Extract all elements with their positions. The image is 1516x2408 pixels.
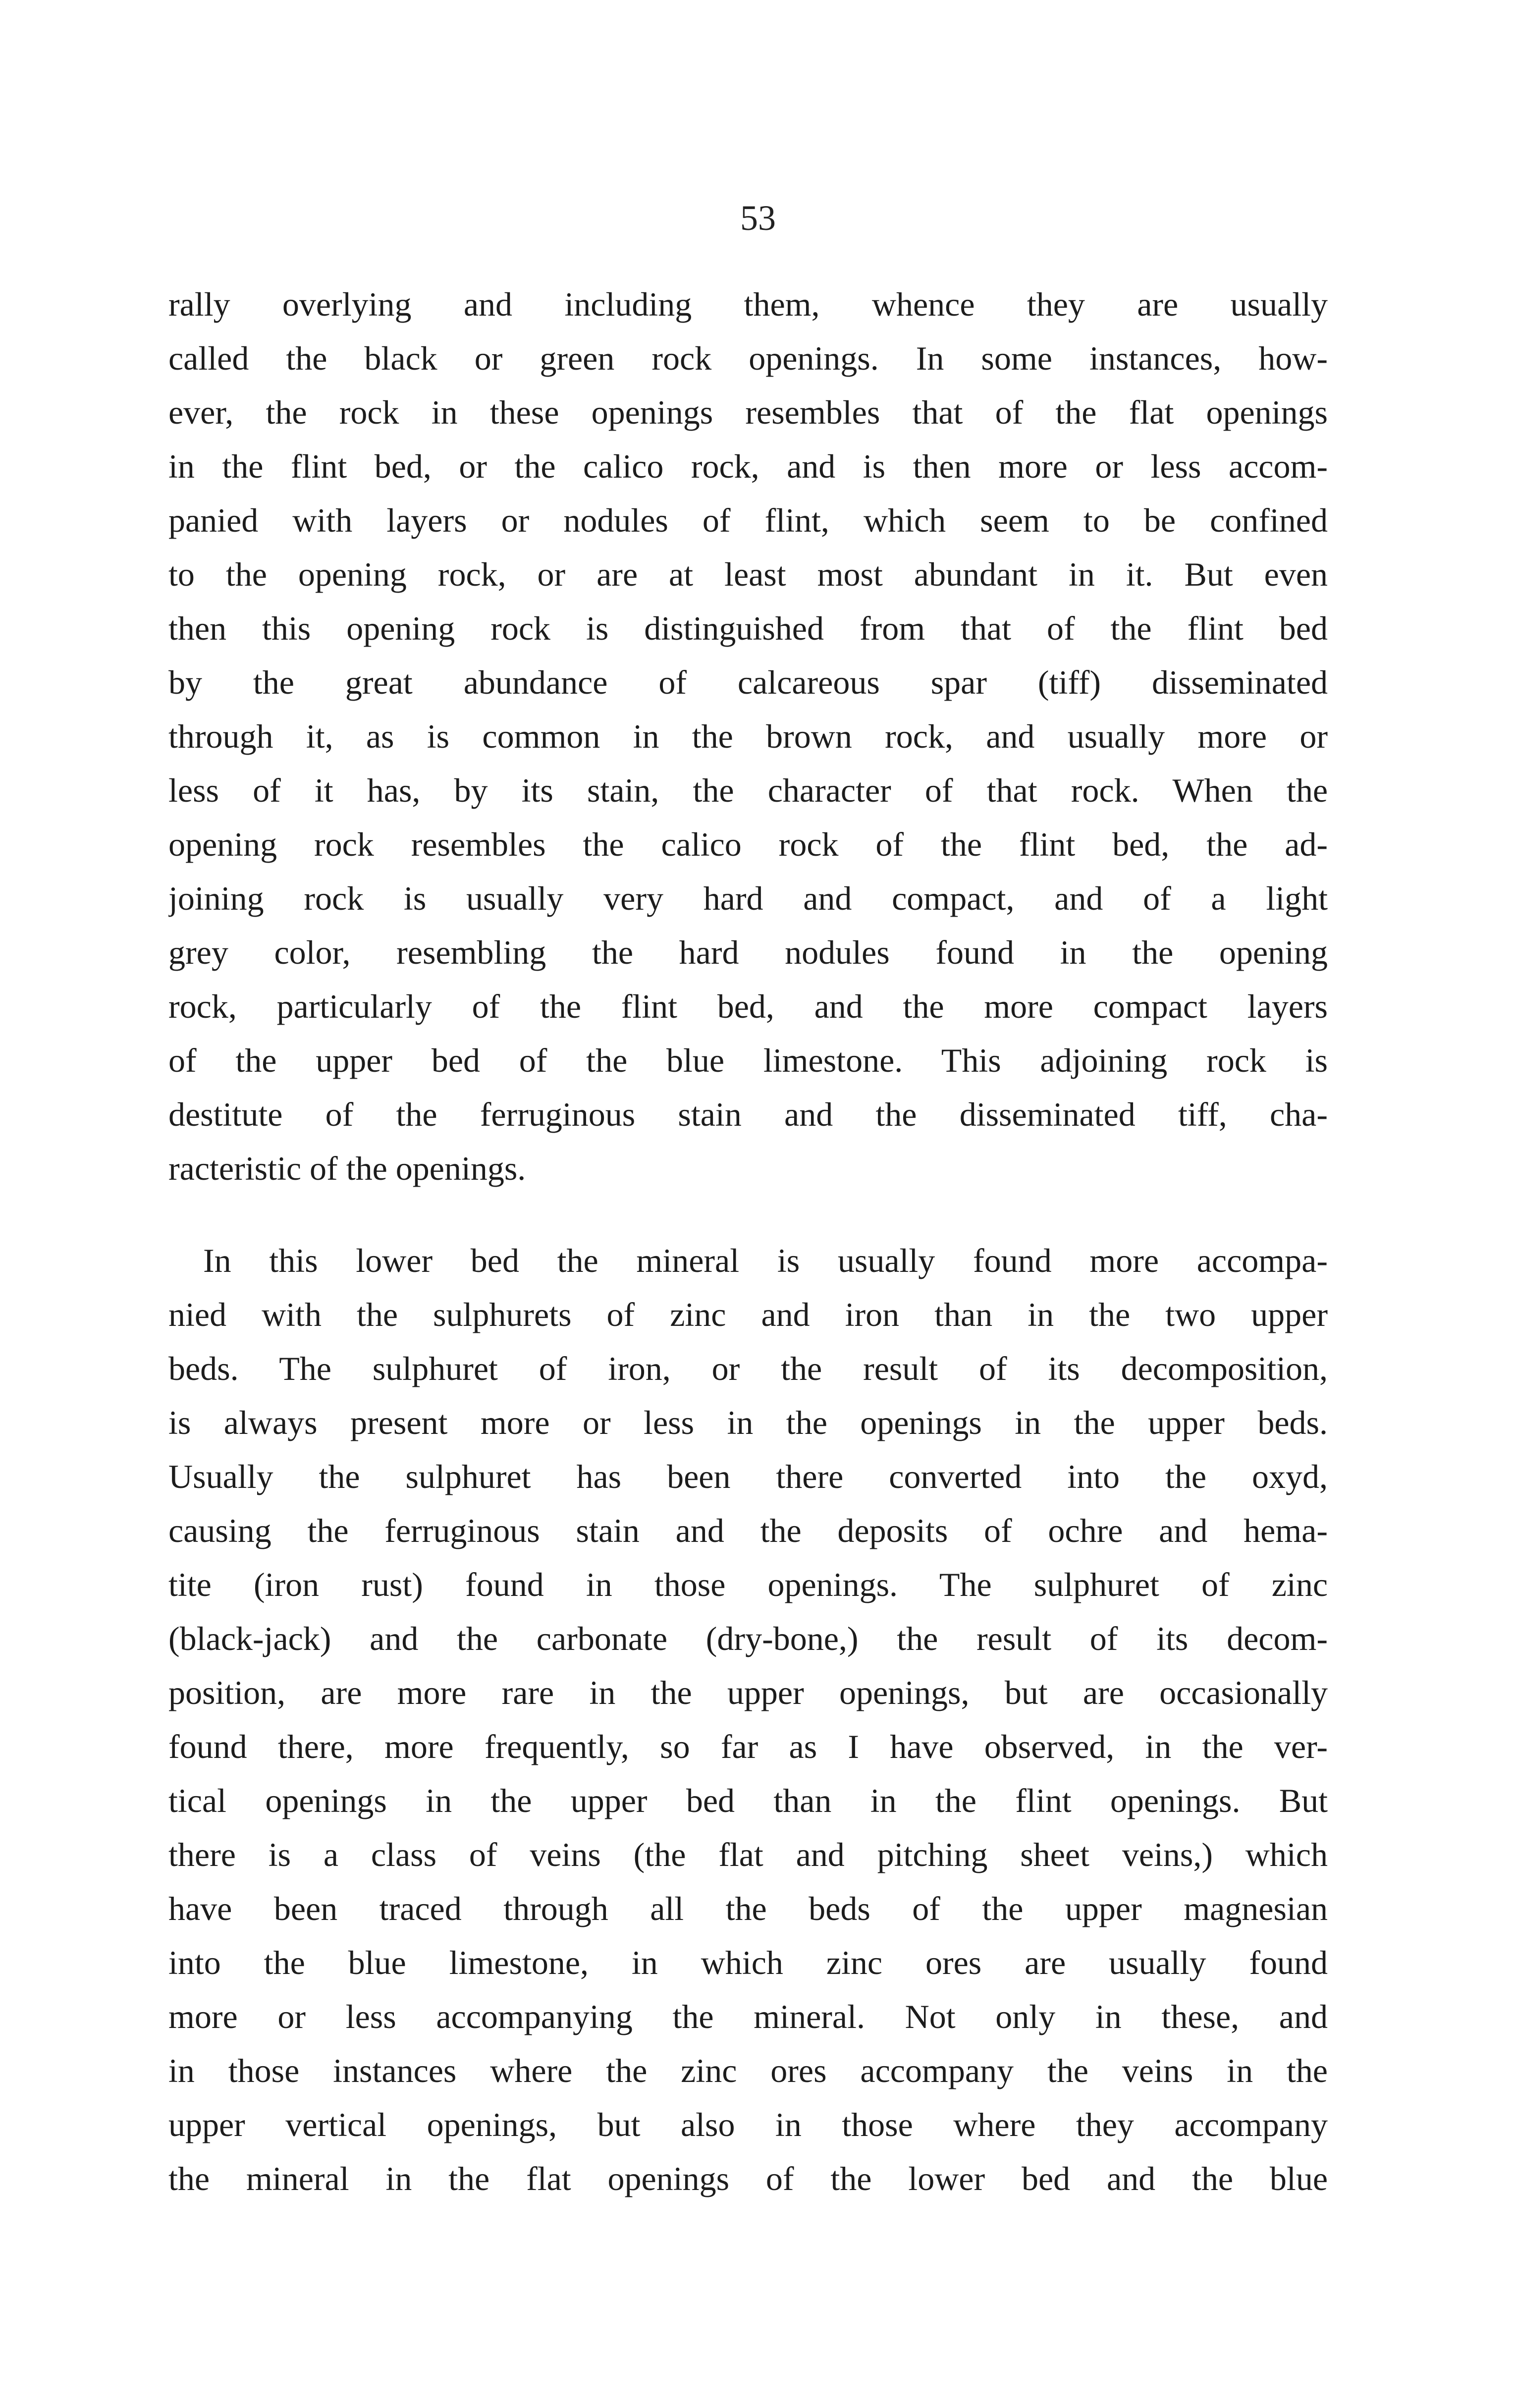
text-line: panied with layers or nodules of flint, which seem to be confined: [168, 501, 1328, 539]
text-line: ever, the rock in these openings resembles that of the flat openings: [168, 393, 1328, 431]
text-line: opening rock resembles the calico rock of the flint bed, the ad-: [168, 825, 1328, 863]
text-line: in those instances where the zinc ores accompany the veins in the: [168, 2052, 1328, 2089]
text-line: by the great abundance of calcareous spar (tiff) disseminated: [168, 663, 1328, 701]
text-line: tite (iron rust) found in those openings. The sulphuret of zinc: [168, 1566, 1328, 1603]
text-line: tical openings in the upper bed than in the flint openings. But: [168, 1782, 1328, 1819]
text-line: is always present more or less in the openings in the upper beds.: [168, 1404, 1328, 1441]
text-line: nied with the sulphurets of zinc and iron than in the two upper: [168, 1296, 1328, 1333]
text-line: rock, particularly of the flint bed, and the more compact layers: [168, 987, 1328, 1025]
text-line: (black-jack) and the carbonate (dry-bone,) the result of its decom-: [168, 1620, 1328, 1657]
text-line: position, are more rare in the upper openings, but are occasionally: [168, 1674, 1328, 1711]
text-line: of the upper bed of the blue limestone. This adjoining rock is: [168, 1041, 1328, 1079]
text-line: causing the ferruginous stain and the deposits of ochre and hema-: [168, 1512, 1328, 1549]
text-line: less of it has, by its stain, the character of that rock. When the: [168, 771, 1328, 809]
text-line: upper vertical openings, but also in those where they accompany: [168, 2106, 1328, 2143]
text-line: into the blue limestone, in which zinc ores are usually found: [168, 1944, 1328, 1981]
text-line: there is a class of veins (the flat and pitching sheet veins,) which: [168, 1836, 1328, 1873]
text-line: the mineral in the flat openings of the lower bed and the blue: [168, 2160, 1328, 2197]
text-line: In this lower bed the mineral is usually found more accompa-: [203, 1242, 1328, 1279]
text-line: Usually the sulphuret has been there converted into the oxyd,: [168, 1458, 1328, 1495]
text-line: racteristic of the openings.: [168, 1149, 526, 1187]
text-line: more or less accompanying the mineral. Not only in these, and: [168, 1998, 1328, 2035]
text-line: have been traced through all the beds of the upper magnesian: [168, 1890, 1328, 1927]
text-line: joining rock is usually very hard and compact, and of a light: [168, 879, 1328, 917]
text-line: found there, more frequently, so far as I have observed, in the ver-: [168, 1728, 1328, 1765]
text-line: destitute of the ferruginous stain and the disseminated tiff, cha-: [168, 1095, 1328, 1133]
text-line: through it, as is common in the brown rock, and usually more or: [168, 717, 1328, 755]
paragraph: [168, 1234, 1328, 2206]
text-line: grey color, resembling the hard nodules found in the opening: [168, 933, 1328, 971]
text-line: called the black or green rock openings. In some instances, how-: [168, 339, 1328, 377]
text-line: rally overlying and including them, whence they are usually: [168, 285, 1328, 323]
text-line: to the opening rock, or are at least most abundant in it. But even: [168, 555, 1328, 593]
text-line: in the flint bed, or the calico rock, and is then more or less accom-: [168, 447, 1328, 485]
paragraph: [168, 277, 1328, 1196]
page-number: 53: [740, 198, 776, 238]
text-line: then this opening rock is distinguished from that of the flint bed: [168, 609, 1328, 647]
text-line: beds. The sulphuret of iron, or the result of its decomposition,: [168, 1350, 1328, 1387]
